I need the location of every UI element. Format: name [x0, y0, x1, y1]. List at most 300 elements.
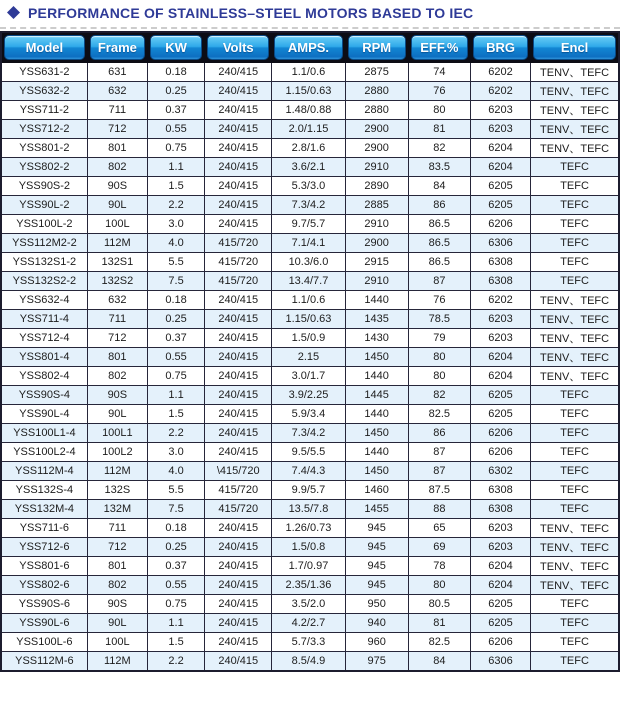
table-cell: 100L2 [87, 443, 147, 462]
table-cell: 945 [345, 538, 408, 557]
table-cell: 6202 [470, 291, 530, 310]
table-cell: TENV、TEFC [531, 538, 619, 557]
table-cell: 1.26/0.73 [272, 519, 345, 538]
table-cell: YSS712-6 [1, 538, 87, 557]
table-row [1, 329, 619, 348]
table-cell: 0.37 [147, 557, 204, 576]
table-cell: 6203 [470, 120, 530, 139]
table-cell: TENV、TEFC [531, 329, 619, 348]
table-cell: 711 [87, 310, 147, 329]
motor-spec-table [0, 31, 620, 672]
table-row [1, 253, 619, 272]
table-cell: 2900 [345, 234, 408, 253]
table-cell: TEFC [531, 652, 619, 671]
table-cell: 240/415 [205, 576, 272, 595]
table-cell: YSS100L-2 [1, 215, 87, 234]
table-cell: YSS90L-4 [1, 405, 87, 424]
table-cell: 5.5 [147, 481, 204, 500]
table-cell: 6203 [470, 310, 530, 329]
table-cell: 1.5/0.8 [272, 538, 345, 557]
table-cell: TEFC [531, 462, 619, 481]
table-cell: 87 [408, 462, 470, 481]
table-cell: 801 [87, 139, 147, 158]
table-cell: 0.25 [147, 82, 204, 101]
table-cell: 7.3/4.2 [272, 196, 345, 215]
column-header-volts [205, 32, 272, 63]
table-cell: 240/415 [205, 158, 272, 177]
table-cell: TEFC [531, 386, 619, 405]
table-cell: 1445 [345, 386, 408, 405]
table-cell: YSS712-2 [1, 120, 87, 139]
table-row [1, 196, 619, 215]
table-row [1, 500, 619, 519]
table-cell: 10.3/6.0 [272, 253, 345, 272]
table-cell: 1.5/0.9 [272, 329, 345, 348]
table-cell: 240/415 [205, 367, 272, 386]
table-cell: YSS632-4 [1, 291, 87, 310]
column-header-model [1, 32, 87, 63]
table-cell: 712 [87, 120, 147, 139]
table-cell: TENV、TEFC [531, 291, 619, 310]
table-cell: 90S [87, 177, 147, 196]
table-cell: 132M [87, 500, 147, 519]
table-cell: YSS132S1-2 [1, 253, 87, 272]
table-cell: 2900 [345, 120, 408, 139]
table-cell: 0.75 [147, 367, 204, 386]
table-cell: 86 [408, 196, 470, 215]
table-header [1, 32, 619, 63]
table-cell: 112M [87, 652, 147, 671]
table-cell: 6302 [470, 462, 530, 481]
table-cell: 801 [87, 557, 147, 576]
table-cell: 240/415 [205, 196, 272, 215]
table-cell: TENV、TEFC [531, 557, 619, 576]
table-cell: 0.18 [147, 291, 204, 310]
table-cell: 1.5 [147, 405, 204, 424]
table-cell: 0.37 [147, 329, 204, 348]
table-cell: YSS631-2 [1, 63, 87, 82]
table-cell: 100L1 [87, 424, 147, 443]
table-cell: 87 [408, 443, 470, 462]
table-row [1, 595, 619, 614]
table-cell: YSS112M-6 [1, 652, 87, 671]
column-header-amps [272, 32, 345, 63]
table-cell: TENV、TEFC [531, 139, 619, 158]
table-cell: 1440 [345, 291, 408, 310]
table-row [1, 557, 619, 576]
table-cell: TEFC [531, 215, 619, 234]
table-cell: 87 [408, 272, 470, 291]
table-cell: 4.0 [147, 234, 204, 253]
table-cell: 2910 [345, 215, 408, 234]
table-cell: 0.18 [147, 519, 204, 538]
table-cell: 78.5 [408, 310, 470, 329]
table-cell: 1.15/0.63 [272, 82, 345, 101]
table-row [1, 633, 619, 652]
table-cell: 78 [408, 557, 470, 576]
table-cell: 4.0 [147, 462, 204, 481]
table-cell: 4.2/2.7 [272, 614, 345, 633]
column-header-button-model[interactable]: Model [4, 35, 85, 60]
column-header-button-amps[interactable]: AMPS. [274, 35, 342, 60]
table-cell: 1.48/0.88 [272, 101, 345, 120]
table-cell: 6205 [470, 405, 530, 424]
table-cell: 1.15/0.63 [272, 310, 345, 329]
table-cell: 1.1 [147, 386, 204, 405]
table-cell: 1450 [345, 462, 408, 481]
table-cell: 6306 [470, 234, 530, 253]
table-cell: 0.75 [147, 595, 204, 614]
table-row [1, 462, 619, 481]
table-cell: YSS802-2 [1, 158, 87, 177]
table-cell: TEFC [531, 177, 619, 196]
table-cell: 1.1/0.6 [272, 291, 345, 310]
table-row [1, 538, 619, 557]
table-cell: 87.5 [408, 481, 470, 500]
table-cell: TEFC [531, 500, 619, 519]
table-cell: 2880 [345, 101, 408, 120]
table-cell: 945 [345, 557, 408, 576]
table-cell: 631 [87, 63, 147, 82]
table-cell: YSS802-4 [1, 367, 87, 386]
table-cell: 13.5/7.8 [272, 500, 345, 519]
table-cell: YSS712-4 [1, 329, 87, 348]
table-cell: 7.3/4.2 [272, 424, 345, 443]
table-cell: 90S [87, 386, 147, 405]
table-cell: YSS802-6 [1, 576, 87, 595]
table-cell: 80 [408, 348, 470, 367]
table-cell: 240/415 [205, 614, 272, 633]
table-cell: 2.2 [147, 196, 204, 215]
table-cell: 7.5 [147, 500, 204, 519]
table-cell: 1.1/0.6 [272, 63, 345, 82]
table-cell: YSS90S-2 [1, 177, 87, 196]
table-cell: 9.9/5.7 [272, 481, 345, 500]
table-cell: 132S [87, 481, 147, 500]
table-cell: 2900 [345, 139, 408, 158]
table-cell: 240/415 [205, 633, 272, 652]
table-cell: 90L [87, 405, 147, 424]
table-cell: 711 [87, 101, 147, 120]
table-cell: YSS132S2-2 [1, 272, 87, 291]
table-cell: 0.55 [147, 576, 204, 595]
table-cell: 0.25 [147, 538, 204, 557]
table-cell: 100L [87, 633, 147, 652]
table-cell: 86.5 [408, 234, 470, 253]
table-cell: 1435 [345, 310, 408, 329]
table-cell: 6205 [470, 595, 530, 614]
table-cell: 1450 [345, 348, 408, 367]
table-cell: 0.55 [147, 120, 204, 139]
table-cell: 5.3/3.0 [272, 177, 345, 196]
dashed-divider [0, 27, 620, 29]
table-cell: \415/720 [205, 462, 272, 481]
table-cell: 1.1 [147, 158, 204, 177]
table-cell: 90L [87, 614, 147, 633]
table-cell: 76 [408, 82, 470, 101]
table-cell: 6206 [470, 633, 530, 652]
table-cell: 1.1 [147, 614, 204, 633]
table-cell: YSS100L-6 [1, 633, 87, 652]
table-cell: 415/720 [205, 234, 272, 253]
table-cell: 132S1 [87, 253, 147, 272]
table-cell: 1440 [345, 367, 408, 386]
table-cell: 240/415 [205, 310, 272, 329]
table-row [1, 82, 619, 101]
table-cell: YSS100L2-4 [1, 443, 87, 462]
table-cell: 6308 [470, 481, 530, 500]
table-cell: 80.5 [408, 595, 470, 614]
table-cell: 84 [408, 652, 470, 671]
table-row [1, 139, 619, 158]
table-cell: 1.5 [147, 177, 204, 196]
table-cell: TENV、TEFC [531, 310, 619, 329]
table-cell: 6203 [470, 101, 530, 120]
table-cell: YSS632-2 [1, 82, 87, 101]
column-header-button-rpm[interactable]: RPM [348, 35, 406, 60]
column-header-button-brg[interactable]: BRG [473, 35, 528, 60]
table-cell: 945 [345, 519, 408, 538]
table-cell: 86.5 [408, 215, 470, 234]
table-cell: YSS90S-4 [1, 386, 87, 405]
table-cell: 6206 [470, 215, 530, 234]
table-cell: 2875 [345, 63, 408, 82]
table-cell: 0.37 [147, 101, 204, 120]
table-cell: 240/415 [205, 63, 272, 82]
table-cell: 2880 [345, 82, 408, 101]
table-cell: 86 [408, 424, 470, 443]
page-title: PERFORMANCE OF STAINLESS–STEEL MOTORS BASED TO IEC [28, 4, 474, 21]
table-cell: YSS112M-4 [1, 462, 87, 481]
table-cell: TEFC [531, 633, 619, 652]
table-cell: TENV、TEFC [531, 120, 619, 139]
table-cell: TEFC [531, 234, 619, 253]
table-cell: 240/415 [205, 329, 272, 348]
table-cell: 1440 [345, 443, 408, 462]
table-cell: 802 [87, 158, 147, 177]
table-cell: TENV、TEFC [531, 519, 619, 538]
table-cell: 6204 [470, 367, 530, 386]
table-cell: 240/415 [205, 177, 272, 196]
table-row [1, 177, 619, 196]
table-cell: 2.15 [272, 348, 345, 367]
table-cell: 112M [87, 234, 147, 253]
table-cell: 802 [87, 576, 147, 595]
table-cell: 82.5 [408, 633, 470, 652]
column-header-eff [408, 32, 470, 63]
table-cell: 6204 [470, 557, 530, 576]
table-cell: 975 [345, 652, 408, 671]
table-cell: TEFC [531, 405, 619, 424]
table-row [1, 481, 619, 500]
table-row [1, 367, 619, 386]
table-cell: 7.1/4.1 [272, 234, 345, 253]
table-cell: YSS801-6 [1, 557, 87, 576]
table-cell: YSS711-4 [1, 310, 87, 329]
table-cell: 81 [408, 614, 470, 633]
table-cell: 3.0/1.7 [272, 367, 345, 386]
column-header-button-volts[interactable]: Volts [207, 35, 269, 60]
table-cell: TEFC [531, 158, 619, 177]
table-cell: 9.7/5.7 [272, 215, 345, 234]
table-row [1, 519, 619, 538]
table-row [1, 576, 619, 595]
table-cell: 80 [408, 101, 470, 120]
table-cell: 0.18 [147, 63, 204, 82]
table-cell: TEFC [531, 272, 619, 291]
table-cell: 240/415 [205, 519, 272, 538]
table-row [1, 424, 619, 443]
table-cell: 3.5/2.0 [272, 595, 345, 614]
table-cell: YSS711-2 [1, 101, 87, 120]
table-cell: 7.5 [147, 272, 204, 291]
table-cell: 240/415 [205, 405, 272, 424]
table-row [1, 310, 619, 329]
table-cell: TENV、TEFC [531, 348, 619, 367]
table-cell: 240/415 [205, 101, 272, 120]
table-cell: 240/415 [205, 557, 272, 576]
table-cell: 6202 [470, 82, 530, 101]
table-cell: 240/415 [205, 443, 272, 462]
table-cell: 1.5 [147, 633, 204, 652]
table-cell: TEFC [531, 253, 619, 272]
table-cell: 240/415 [205, 538, 272, 557]
table-cell: 100L [87, 215, 147, 234]
table-cell: 69 [408, 538, 470, 557]
table-cell: 6205 [470, 386, 530, 405]
table-cell: 415/720 [205, 500, 272, 519]
table-cell: TENV、TEFC [531, 101, 619, 120]
table-cell: TEFC [531, 481, 619, 500]
table-cell: 2.35/1.36 [272, 576, 345, 595]
table-cell: 1430 [345, 329, 408, 348]
table-cell: 82 [408, 386, 470, 405]
table-row [1, 215, 619, 234]
table-cell: 90S [87, 595, 147, 614]
table-body [1, 63, 619, 671]
table-cell: TENV、TEFC [531, 82, 619, 101]
table-cell: YSS132S-4 [1, 481, 87, 500]
table-cell: 0.75 [147, 139, 204, 158]
table-cell: TENV、TEFC [531, 576, 619, 595]
column-header-brg [470, 32, 530, 63]
table-cell: 83.5 [408, 158, 470, 177]
table-cell: TEFC [531, 443, 619, 462]
column-header-frame [87, 32, 147, 63]
table-row [1, 234, 619, 253]
table-cell: 240/415 [205, 424, 272, 443]
table-cell: 802 [87, 367, 147, 386]
table-cell: 7.4/4.3 [272, 462, 345, 481]
table-cell: 2890 [345, 177, 408, 196]
table-row [1, 272, 619, 291]
table-row [1, 405, 619, 424]
table-cell: 2.0/1.15 [272, 120, 345, 139]
table-cell: 960 [345, 633, 408, 652]
table-cell: 3.9/2.25 [272, 386, 345, 405]
table-cell: 6205 [470, 177, 530, 196]
table-cell: YSS711-6 [1, 519, 87, 538]
table-cell: 6202 [470, 63, 530, 82]
table-cell: 5.9/3.4 [272, 405, 345, 424]
table-row [1, 443, 619, 462]
table-cell: 240/415 [205, 82, 272, 101]
table-row [1, 291, 619, 310]
table-row [1, 101, 619, 120]
table-cell: 1460 [345, 481, 408, 500]
table-cell: 6206 [470, 443, 530, 462]
column-header-button-eff[interactable]: EFF.% [411, 35, 468, 60]
table-cell: 0.25 [147, 310, 204, 329]
table-cell: 801 [87, 348, 147, 367]
table-cell: 415/720 [205, 272, 272, 291]
table-row [1, 386, 619, 405]
table-cell: 84 [408, 177, 470, 196]
diamond-bullet-icon [7, 6, 20, 19]
column-header-button-frame[interactable]: Frame [90, 35, 145, 60]
table-cell: 1440 [345, 405, 408, 424]
table-cell: 940 [345, 614, 408, 633]
table-cell: 80 [408, 367, 470, 386]
table-row [1, 652, 619, 671]
table-cell: 65 [408, 519, 470, 538]
table-cell: 712 [87, 538, 147, 557]
table-cell: 6308 [470, 253, 530, 272]
table-row [1, 348, 619, 367]
table-row [1, 158, 619, 177]
table-cell: 88 [408, 500, 470, 519]
table-cell: 945 [345, 576, 408, 595]
column-header-encl [531, 32, 619, 63]
table-cell: 5.7/3.3 [272, 633, 345, 652]
table-cell: 76 [408, 291, 470, 310]
table-cell: 240/415 [205, 139, 272, 158]
table-cell: 5.5 [147, 253, 204, 272]
page-title-row [0, 0, 620, 25]
table-cell: YSS801-4 [1, 348, 87, 367]
table-cell: 6308 [470, 272, 530, 291]
table-cell: YSS90L-2 [1, 196, 87, 215]
table-cell: 1.7/0.97 [272, 557, 345, 576]
table-cell: YSS90S-6 [1, 595, 87, 614]
table-cell: 2885 [345, 196, 408, 215]
table-row [1, 120, 619, 139]
table-cell: 2.8/1.6 [272, 139, 345, 158]
table-cell: 415/720 [205, 481, 272, 500]
table-cell: 240/415 [205, 652, 272, 671]
column-header-button-kw[interactable]: KW [150, 35, 202, 60]
table-row [1, 614, 619, 633]
table-cell: 80 [408, 576, 470, 595]
table-cell: 13.4/7.7 [272, 272, 345, 291]
column-header-button-encl[interactable]: Encl [533, 35, 616, 60]
table-cell: TEFC [531, 424, 619, 443]
table-cell: 240/415 [205, 120, 272, 139]
table-cell: 3.0 [147, 443, 204, 462]
header-row [1, 32, 619, 63]
table-cell: 950 [345, 595, 408, 614]
table-cell: 79 [408, 329, 470, 348]
table-cell: 1455 [345, 500, 408, 519]
table-cell: 86.5 [408, 253, 470, 272]
table-cell: TEFC [531, 196, 619, 215]
table-cell: 6203 [470, 538, 530, 557]
table-cell: 712 [87, 329, 147, 348]
table-cell: 6203 [470, 519, 530, 538]
table-cell: TENV、TEFC [531, 63, 619, 82]
table-cell: YSS132M-4 [1, 500, 87, 519]
table-cell: 82.5 [408, 405, 470, 424]
